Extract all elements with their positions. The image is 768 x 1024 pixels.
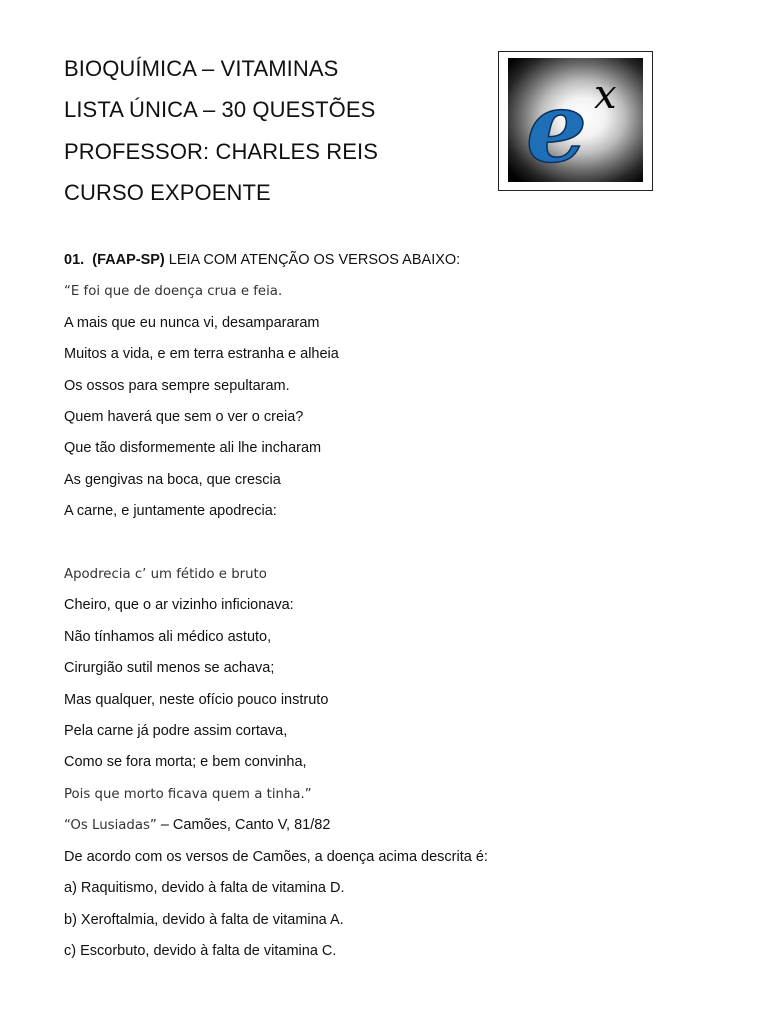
logo-mark	[508, 58, 643, 182]
verse-line: A mais que eu nunca vi, desampararam	[64, 314, 320, 331]
question-ask: De acordo com os versos de Camões, a doença acima descrita é:	[64, 848, 488, 865]
logo-base-letter: e	[526, 71, 588, 182]
header-list-info: LISTA ÚNICA – 30 QUESTÕES	[64, 97, 376, 123]
course-logo	[498, 51, 653, 191]
logo-gradient-background	[508, 58, 643, 182]
stanza-gap	[64, 528, 704, 559]
verse-line: Pela carne já podre assim cortava,	[64, 723, 288, 740]
logo-exponent-letter: x	[594, 72, 617, 118]
answer-option-a: a) Raquitismo, devido à falta de vitamina D.	[64, 880, 345, 897]
header-course: CURSO EXPOENTE	[64, 179, 271, 205]
answer-option-b: b) Xeroftalmia, devido à falta de vitamina A.	[64, 911, 344, 928]
citation-title: “Os Lusiadas”	[64, 818, 157, 834]
header-title: BIOQUÍMICA – VITAMINAS	[64, 56, 339, 81]
verse-line: Que tão disformemente ali lhe incharam	[64, 440, 322, 457]
header-professor: PROFESSOR: CHARLES REIS	[64, 138, 379, 164]
verse-line: Pois que morto ficava quem a tinha.”	[64, 786, 312, 802]
citation	[64, 810, 704, 841]
citation-source: – Camões, Canto V, 81/82	[156, 817, 331, 834]
document-header	[64, 48, 378, 213]
question-body	[64, 245, 704, 967]
verse-line: “E foi que de doença crua e feia.	[64, 284, 283, 300]
verse-line: As gengivas na boca, que crescia	[64, 471, 281, 488]
verse-line: Não tínhamos ali médico astuto,	[64, 628, 272, 645]
verse-line: Quem haverá que sem o ver o creia?	[64, 409, 304, 426]
question-prompt: LEIA COM ATENÇÃO OS VERSOS ABAIXO:	[168, 252, 461, 268]
question-heading	[64, 245, 704, 276]
question-number: 01.	[64, 252, 85, 268]
verse-line: Cirurgião sutil menos se achava;	[64, 660, 275, 677]
verse-line: Como se fora morta; e bem convinha,	[64, 754, 307, 771]
answer-option-c: c) Escorbuto, devido à falta de vitamina C.	[64, 942, 337, 959]
verse-line: Os ossos para sempre sepultaram.	[64, 377, 290, 394]
question-source: (FAAP-SP)	[92, 252, 165, 268]
verse-line: A carne, e juntamente apodrecia:	[64, 503, 277, 520]
verse-line: Mas qualquer, neste ofício pouco instruto	[64, 691, 329, 708]
verse-line: Cheiro, que o ar vizinho inficionava:	[64, 597, 294, 614]
verse-line: Muitos a vida, e em terra estranha e alheia	[64, 346, 339, 363]
verse-line: Apodrecia c’ um fétido e bruto	[64, 567, 267, 583]
